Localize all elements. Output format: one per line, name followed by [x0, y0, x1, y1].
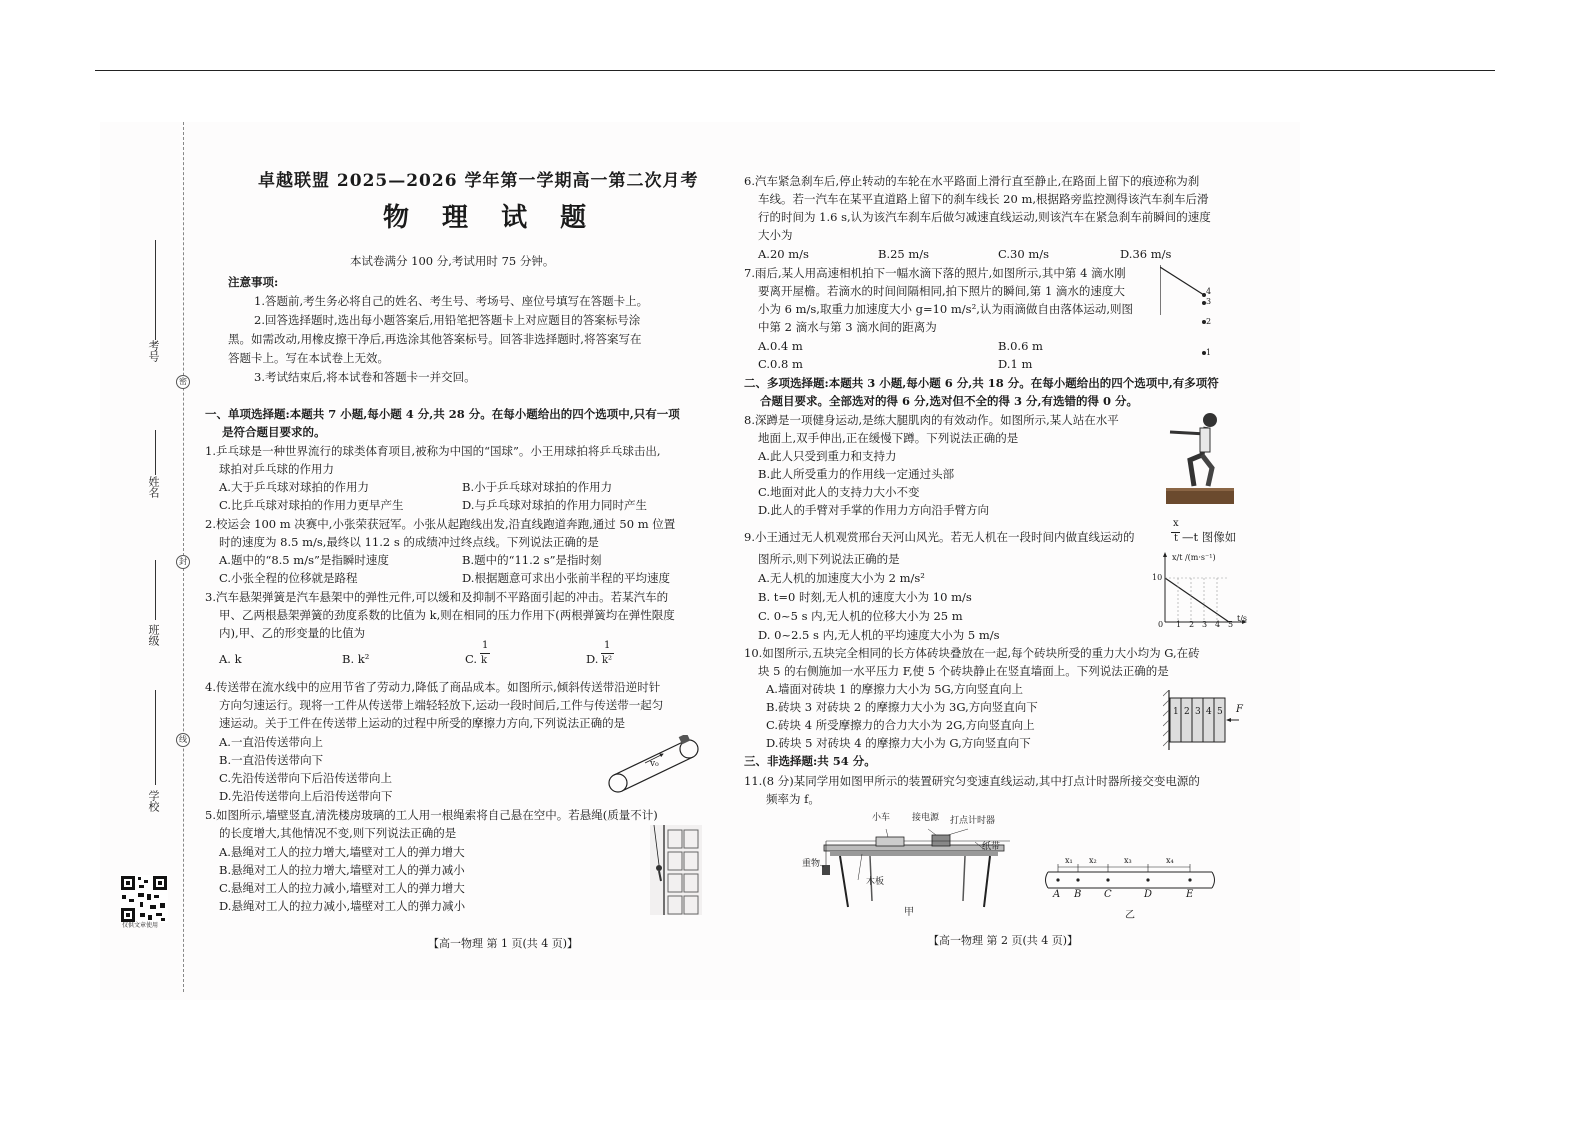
q3-c-fraction-bar — [480, 653, 490, 654]
q7-stem: 7.雨后,某人用高速相机拍下一幅水滴下落的照片,如图所示,其中第 4 滴水刚 — [744, 266, 1126, 280]
q9-fraction-den: t — [1174, 533, 1179, 544]
graph-x-tick: 5 — [1228, 620, 1234, 629]
q3-d-denominator: k² — [602, 655, 613, 666]
q6-option-d: D.36 m/s — [1120, 247, 1172, 261]
q10-option-b: B.砖块 3 对砖块 2 的摩擦力大小为 3G,方向竖直向下 — [766, 700, 1038, 714]
class-line — [155, 560, 156, 620]
q6-stem-cont: 车线。若一汽车在某平直道路上留下的刹车线长 20 m,根据路旁监控测得该汽车刹车后滑 — [758, 192, 1209, 206]
segment-label: x₂ — [1089, 856, 1097, 865]
exam-no-line — [155, 240, 156, 340]
section3-heading: 三、非选择题:共 54 分。 — [744, 754, 876, 768]
brick-label: 5 — [1217, 707, 1223, 717]
section1-heading-cont: 是符合题目要求的。 — [222, 425, 326, 439]
drop-label: 4 — [1206, 287, 1212, 296]
q10-stem-cont: 块 5 的右侧施加一水平压力 F,使 5 个砖块静止在竖直墙面上。下列说法正确的是 — [758, 664, 1169, 678]
q4-velocity-label: v₀ — [650, 759, 659, 769]
label-timer: 打点计时器 — [950, 816, 996, 826]
drop-label: 3 — [1206, 297, 1212, 306]
label-power: 接电源 — [912, 813, 940, 823]
q4-option-d: D.先沿传送带向上后沿传送带向下 — [219, 789, 393, 803]
segment-label: x₁ — [1065, 856, 1073, 865]
label-board: 木板 — [866, 877, 885, 887]
q4-stem-cont: 方向匀速运行。现将一工件从传送带上端轻轻放下,运动一段时间后,工件与传送带一起匀 — [219, 698, 664, 712]
force-label: F — [1236, 704, 1243, 715]
q4-option-b: B.一直沿传送带向下 — [219, 753, 324, 767]
binding-class: 班级 — [147, 624, 160, 646]
seal-feng: 封 — [176, 555, 190, 569]
q6-option-c: C.30 m/s — [998, 247, 1050, 261]
q1-option-b: B.小于乒乓球对球拍的作用力 — [462, 480, 613, 494]
q9-stem: 9.小王通过无人机观赏邢台天河山风光。若无人机在一段时间内做直线运动的 — [744, 530, 1135, 544]
q3-option-c: C. — [465, 652, 478, 666]
q1-option-a: A.大于乒乓球对球拍的作用力 — [219, 480, 369, 494]
point-label: B — [1074, 889, 1082, 900]
q1-stem: 1.乒乓球是一种世界流行的球类体育项目,被称为中国的“国球”。小王用球拍将乒乓球击出, — [205, 444, 661, 458]
label-weight: 重物 — [802, 859, 821, 869]
section2-heading-cont: 合题目要求。全部选对的得 6 分,选对但不全的得 3 分,有选错的得 0 分。 — [760, 394, 1139, 408]
q6-stem-cont: 大小为 — [758, 228, 793, 242]
drop-label: 2 — [1206, 317, 1212, 326]
q9-stem-tail: —t 图像如 — [1182, 530, 1237, 544]
seal-xian: 线 — [176, 733, 190, 747]
q3-stem-cont: 甲、乙两根悬架弹簧的劲度系数的比值为 k,则在相同的压力作用下(两根弹簧均在弹性限度 — [219, 608, 675, 622]
q5-option-b: B.悬绳对工人的拉力增大,墙壁对工人的弹力减小 — [219, 863, 465, 877]
q2-stem-cont: 时的速度为 8.5 m/s,最终以 11.2 s 的成绩冲过终点线。下列说法正确的是 — [219, 535, 599, 549]
q7-option-b: B.0.6 m — [998, 339, 1043, 353]
qr-code-icon — [120, 875, 168, 923]
top-rule — [95, 70, 1495, 71]
section1-heading: 一、单项选择题:本题共 7 小题,每小题 4 分,共 28 分。在每小题给出的四个选项中,只有一项 — [205, 407, 680, 421]
q8-option-b: B.此人所受重力的作用线一定通过头部 — [758, 467, 955, 481]
q2-option-c: C.小张全程的位移就是路程 — [219, 571, 358, 585]
q7-option-a: A.0.4 m — [758, 339, 803, 353]
footer-page-2: 【高一物理 第 2 页(共 4 页)】 — [928, 934, 1079, 947]
notes-heading: 注意事项: — [228, 275, 279, 289]
label-jia: 甲 — [904, 907, 914, 918]
seal-mi: 密 — [176, 375, 190, 389]
q10-option-d: D.砖块 5 对砖块 4 的摩擦力大小为 G,方向竖直向下 — [766, 736, 1031, 750]
point-label: C — [1104, 889, 1112, 900]
graph-y-label: x/t /(m·s⁻¹) — [1172, 553, 1216, 562]
q10-stem: 10.如图所示,五块完全相同的长方体砖块叠放在一起,每个砖块所受的重力大小均为 G,在砖 — [744, 646, 1200, 660]
q5-stem: 5.如图所示,墙壁竖直,清洗楼房玻璃的工人用一根绳索将自己悬在空中。若悬绳(质量不计) — [205, 808, 658, 822]
q9-stem-cont: 图所示,则下列说法正确的是 — [758, 552, 900, 566]
exam-info: 本试卷满分 100 分,考试用时 75 分钟。 — [350, 254, 555, 268]
q2-stem: 2.校运会 100 m 决赛中,小张荣获冠军。小张从起跑线出发,沿直线跑道奔跑,通过 50 m 位置 — [205, 517, 676, 531]
label-cart: 小车 — [872, 813, 891, 823]
note-line: 黑。如需改动,用橡皮擦干净后,再选涂其他答案标号。回答非选择题时,将答案写在 — [228, 332, 642, 346]
exam-title: 卓越联盟 2025—2026 学年第一学期高一第二次月考 — [258, 171, 699, 191]
q9-option-c: C. 0~5 s 内,无人机的位移大小为 25 m — [758, 609, 963, 623]
q3-option-a: A. k — [219, 652, 242, 666]
q9-option-b: B. t=0 时刻,无人机的速度大小为 10 m/s — [758, 590, 972, 604]
q3-option-d: D. — [586, 652, 599, 666]
q8-option-a: A.此人只受到重力和支持力 — [758, 449, 897, 463]
squat-figure — [1160, 410, 1240, 510]
note-line: 答题卡上。写在本试卷上无效。 — [228, 351, 389, 365]
q5-stem-cont: 的长度增大,其他情况不变,则下列说法正确的是 — [219, 826, 457, 840]
q7-stem-cont: 小为 6 m/s,取重力加速度大小 g=10 m/s²,认为雨滴做自由落体运动,则图 — [758, 302, 1134, 316]
q11-stem: 11.(8 分)某同学用如图甲所示的装置研究匀变速直线运动,其中打点计时器所接交变电源的 — [744, 774, 1200, 788]
graph-x-tick: 2 — [1189, 620, 1195, 629]
binding-school: 学校 — [147, 790, 160, 812]
brick-label: 1 — [1173, 707, 1179, 717]
q6-stem: 6.汽车紧急刹车后,停止转动的车轮在水平路面上滑行直至静止,在路面上留下的痕迹称为刹 — [744, 174, 1200, 188]
qr-caption: 仅供文章使用 — [122, 922, 159, 929]
subject-title: 物 理 试 题 — [383, 203, 599, 233]
q6-stem-cont: 行的时间为 1.6 s,认为该汽车刹车后做匀减速直线运动,则该汽车在紧急刹车前瞬间的速度 — [758, 210, 1211, 224]
binding-exam-no: 考号 — [147, 340, 160, 362]
q10-option-a: A.墙面对砖块 1 的摩擦力大小为 5G,方向竖直向上 — [766, 682, 1023, 696]
q8-stem-cont: 地面上,双手伸出,正在缓慢下蹲。下列说法正确的是 — [758, 431, 1019, 445]
q5-option-d: D.悬绳对工人的拉力减小,墙壁对工人的弹力减小 — [219, 899, 466, 913]
apparatus-figure-jia — [800, 825, 1015, 910]
graph-x-label: t/s — [1237, 614, 1248, 623]
q1-option-c: C.比乒乓球对球拍的作用力更早产生 — [219, 498, 404, 512]
q3-d-numerator: 1 — [604, 640, 611, 651]
q9-option-a: A.无人机的加速度大小为 2 m/s² — [758, 571, 925, 585]
note-line: 2.回答选择题时,选出每小题答案后,用铅笔把答题卡上对应题目的答案标号涂 — [254, 313, 641, 327]
note-line: 1.答题前,考生务必将自己的姓名、考生号、考场号、座位号填写在答题卡上。 — [254, 294, 649, 308]
q3-stem: 3.汽车悬架弹簧是汽车悬架中的弹性元件,可以缓和及抑制不平路面引起的冲击。若某汽车的 — [205, 590, 669, 604]
segment-label: x₃ — [1124, 856, 1132, 865]
q6-option-b: B.25 m/s — [878, 247, 930, 261]
q2-option-a: A.题中的“8.5 m/s”是指瞬时速度 — [219, 553, 389, 567]
drop-label: 1 — [1206, 348, 1212, 357]
q4-stem-cont: 速运动。关于工件在传送带上运动的过程中所受的摩擦力方向,下列说法正确的是 — [219, 716, 626, 730]
q3-stem-cont: 内),甲、乙的形变量的比值为 — [219, 626, 366, 640]
point-label: D — [1144, 889, 1153, 900]
q9-option-d: D. 0~2.5 s 内,无人机的平均速度大小为 5 m/s — [758, 628, 1000, 642]
q4-option-c: C.先沿传送带向下后沿传送带向上 — [219, 771, 393, 785]
bricks-figure — [1163, 690, 1243, 750]
footer-page-1: 【高一物理 第 1 页(共 4 页)】 — [428, 937, 579, 950]
segment-label: x₄ — [1166, 856, 1174, 865]
q7-stem-cont: 要离开屋檐。若滴水的时间间隔相同,拍下照片的瞬间,第 1 滴水的速度大 — [758, 284, 1125, 298]
school-line — [155, 690, 156, 785]
q2-option-b: B.题中的“11.2 s”是指时刻 — [462, 553, 602, 567]
q3-d-fraction-bar — [601, 653, 614, 654]
q5-option-c: C.悬绳对工人的拉力减小,墙壁对工人的弹力增大 — [219, 881, 465, 895]
q7-stem-cont: 中第 2 滴水与第 3 滴水间的距离为 — [758, 320, 937, 334]
q7-option-c: C.0.8 m — [758, 357, 803, 371]
q3-c-numerator: 1 — [482, 640, 489, 651]
q8-stem: 8.深蹲是一项健身运动,是练大腿肌肉的有效动作。如图所示,某人站在水平 — [744, 413, 1119, 427]
graph-y-tick: 10 — [1152, 573, 1163, 582]
q6-option-a: A.20 m/s — [758, 247, 809, 261]
q10-option-c: C.砖块 4 所受摩擦力的合力大小为 2G,方向竖直向上 — [766, 718, 1035, 732]
q1-option-d: D.与乒乓球对球拍的作用力同时产生 — [462, 498, 647, 512]
q8-option-c: C.地面对此人的支持力大小不变 — [758, 485, 920, 499]
label-yi: 乙 — [1125, 910, 1135, 921]
q9-fraction-num: x — [1173, 518, 1179, 529]
raindrop-figure — [1160, 265, 1210, 365]
brick-label: 4 — [1206, 707, 1212, 717]
point-label: A — [1053, 889, 1061, 900]
graph-x-tick: 4 — [1215, 620, 1221, 629]
window-cleaner-figure — [650, 825, 702, 915]
q3-c-denominator: k — [481, 655, 488, 666]
graph-x-tick: 3 — [1202, 620, 1208, 629]
label-tape: 纸带 — [982, 842, 1001, 852]
graph-origin: 0 — [1158, 620, 1164, 629]
note-line: 3.考试结束后,将本试卷和答题卡一并交回。 — [254, 370, 476, 384]
q3-option-b: B. k² — [342, 652, 370, 666]
q2-option-d: D.根据题意可求出小张前半程的平均速度 — [462, 571, 670, 585]
q1-stem-cont: 球拍对乒乓球的作用力 — [219, 462, 334, 476]
q5-option-a: A.悬绳对工人的拉力增大,墙壁对工人的弹力增大 — [219, 845, 465, 859]
brick-label: 2 — [1184, 707, 1190, 717]
section2-heading: 二、多项选择题:本题共 3 小题,每小题 6 分,共 18 分。在每小题给出的四个选项中,有多项符 — [744, 376, 1219, 390]
q4-option-a: A.一直沿传送带向上 — [219, 735, 323, 749]
q8-option-d: D.此人的手臂对手掌的作用力方向沿手臂方向 — [758, 503, 989, 517]
q4-stem: 4.传送带在流水线中的应用节省了劳动力,降低了商品成本。如图所示,倾斜传送带沿逆时针 — [205, 680, 661, 694]
name-line — [155, 430, 156, 475]
q7-option-d: D.1 m — [998, 357, 1033, 371]
point-label: E — [1186, 889, 1194, 900]
graph-x-tick: 1 — [1176, 620, 1182, 629]
q11-stem-cont: 频率为 f。 — [766, 792, 820, 806]
brick-label: 3 — [1195, 707, 1201, 717]
binding-name: 姓名 — [147, 476, 160, 498]
